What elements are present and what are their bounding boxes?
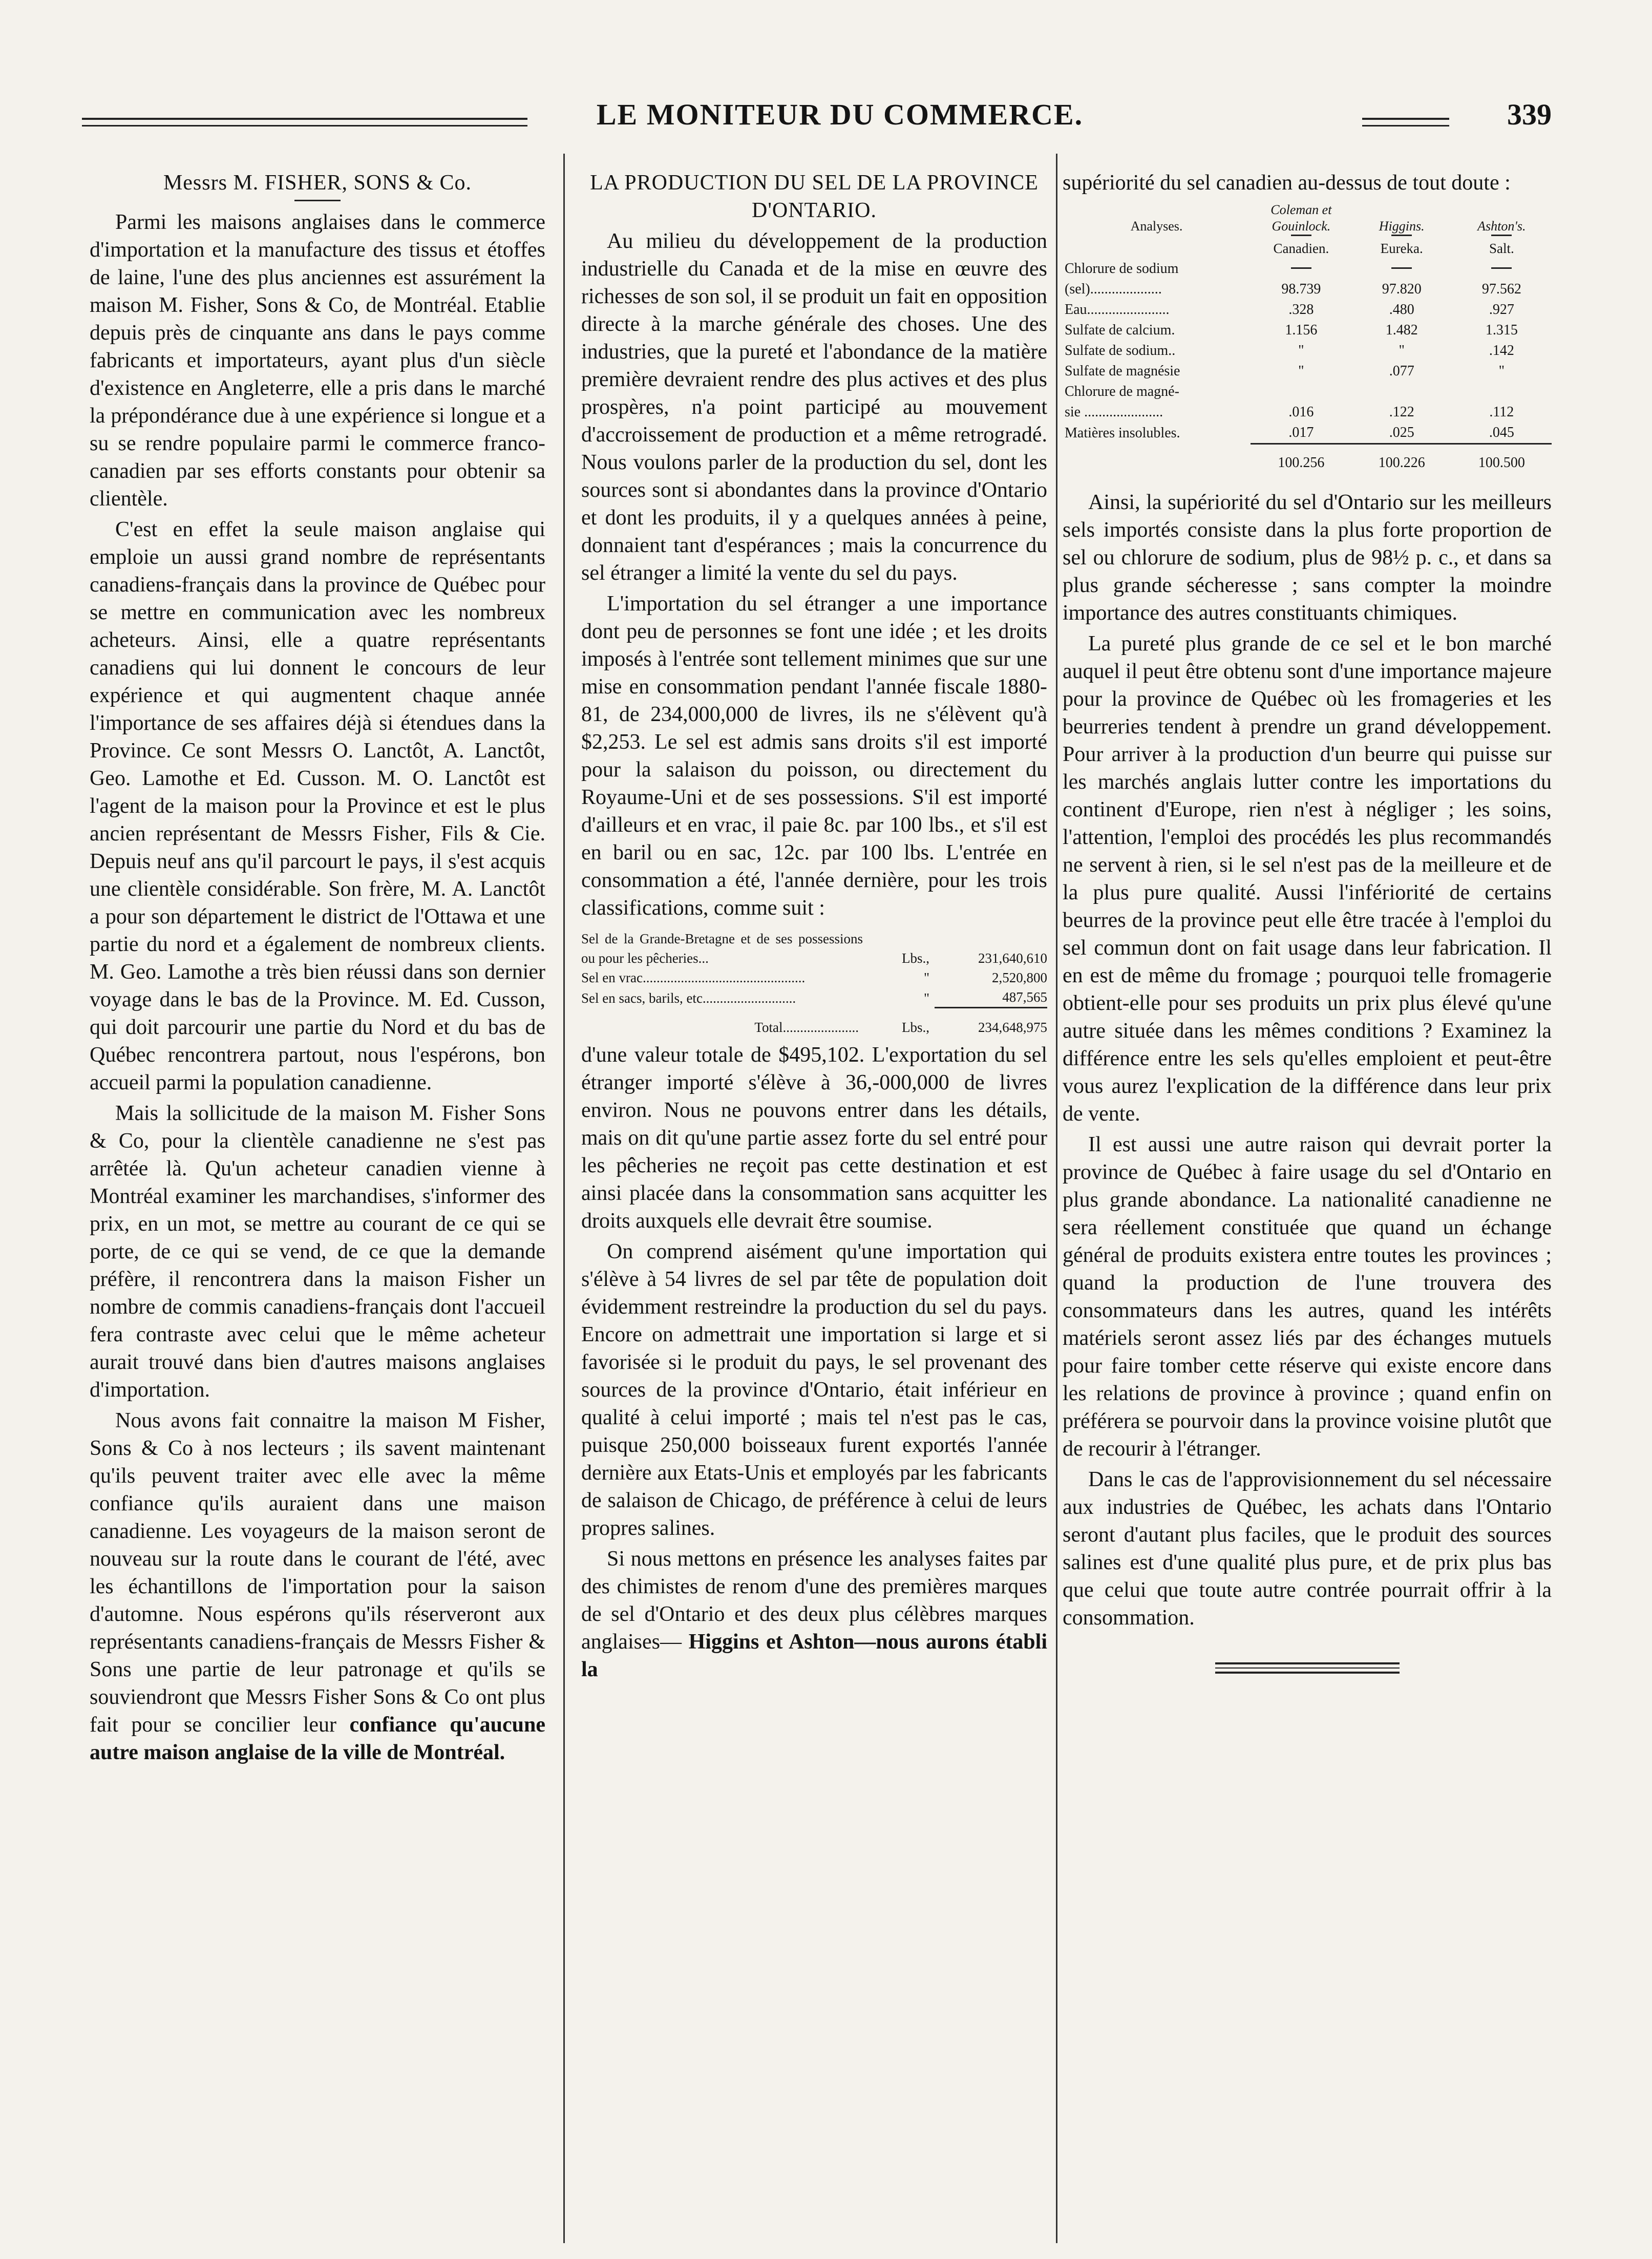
table-subheader-col: Eureka.: [1380, 241, 1423, 256]
table-cell: 1.156: [1285, 322, 1318, 338]
table-row-label: Sulfate de magnésie: [1065, 363, 1180, 379]
end-rule-line: [1215, 1667, 1400, 1669]
paragraph-text: Nous avons fait connaitre la maison M Fisher, Sons & Co à nos lecteurs ; ils savent maintenant qu'ils peuvent traiter avec elle avec la même confiance qu'ils auraient dans une maison canadienne. Les voyageurs de la maison seront de nouveau sur la route dans le courant de l'été, avec les échantillons de l'importation pour la saison d'automne. Nous espérons qu'ils réserveront aux représentants canadiens-français de Messrs Fisher & Sons une partie de leur patronage et qu'ils se souviendront que Messrs Fisher Sons & Co ont plus fait pour se concilier leur: [90, 1409, 545, 1737]
table-cell-unit: Lbs.,: [902, 951, 929, 966]
header-dash: [1291, 267, 1311, 271]
table-cell: 98.739: [1281, 281, 1321, 297]
table-header-col: Ashton's.: [1477, 219, 1526, 234]
table-total-unit: Lbs.,: [902, 1020, 929, 1035]
table-cell-label: Sel en sacs, barils, etc...........................: [581, 990, 796, 1006]
paragraph-text: Si nous mettons en présence les analyses faites par des chimistes de renom d'une des premières marques de sel d'Ontario et des deux plus célèbres marques anglaises—: [581, 1547, 1047, 1654]
table-row: [581, 987, 1047, 1008]
header-dash: [1391, 235, 1412, 238]
article-paragraph: [90, 1407, 545, 1766]
table-cell-amount: 487,565: [1002, 989, 1047, 1005]
title-rule: [294, 200, 341, 201]
table-row: [1063, 423, 1552, 444]
table-cell-label: Sel de la Grande-Bretagne et de ses possessions ou pour les pêcheries...: [581, 931, 863, 966]
table-cell-unit: ": [923, 990, 929, 1006]
table-cell: ": [1298, 343, 1304, 358]
table-cell: ": [1498, 363, 1505, 379]
article-paragraph: supériorité du sel canadien au-dessus de tout doute :: [1063, 171, 1511, 195]
masthead: LE MONITEUR DU COMMERCE.: [596, 98, 1084, 131]
article-paragraph: C'est en effet la seule maison anglaise qui emploie un aussi grand nombre de représentants canadiens-français dans la province de Québec pour se mettre en communication avec les nombreux acheteurs. Ainsi, elle a quatre représentants canadiens qui lui donnent le concours de leur expérience et qui augmentent chaque année l'importance de ses affaires déjà si étendues dans la Province. Ce sont Messrs O. Lanctôt, A. Lanctôt, Geo. Lamothe et Ed. Cusson. M. O. Lanctôt est l'agent de la maison pour la Province et est le plus ancien représentant de Messrs Fisher, Fils & Cie. Depuis neuf ans qu'il parcourt le pays, il s'est acquis une clientèle considérable. Son frère, M. A. Lanctôt a pour son département le district de l'Ottawa et une partie du nord et a également de nombreux clients. M. Geo. Lamothe a très bien réussi dans son dernier voyage dans le bas de la Province. M. Ed. Cusson, qui doit parcourir une partie du Nord et du bas de Québec rencontrera partout, nous l'espérons, bon accueil parmi la population canadienne.: [90, 518, 545, 1094]
table-cell-amount: 2,520,800: [992, 970, 1047, 985]
article-title: Messrs M. FISHER, SONS & Co.: [163, 171, 472, 195]
table-cell: .016: [1288, 404, 1314, 420]
end-rule-line: [1215, 1672, 1400, 1674]
analysis-table: [1063, 202, 1552, 473]
paragraph-bold-text: confiance qu'aucune autre maison anglaise de la ville de Montréal.: [90, 1713, 546, 1764]
table-cell-unit: ": [923, 970, 929, 985]
table-row-label: Chlorure de sodium: [1065, 261, 1179, 277]
table-header-col: Coleman et Gouinlock.: [1270, 202, 1332, 234]
table-subheader-col: Salt.: [1489, 241, 1514, 256]
table-row: [1063, 402, 1552, 423]
table-cell: .328: [1288, 302, 1314, 318]
paragraph-bold-text: Higgins et Ashton—nous aurons établi la: [581, 1630, 1048, 1681]
table-row: [1063, 361, 1552, 382]
table-row: [1063, 382, 1552, 402]
article-paragraph: On comprend aisément qu'une importation qui s'élève à 54 livres de sel par tête de population doit évidemment restreindre la production du sel du pays. Encore on admettrait une importation si large et si favorisée si le produit du pays, le sel provenant des sources de la province d'Ontario, était inférieur en qualité à celui importé ; mais tel n'est pas le cas, puisque 250,000 boisseaux furent exportés l'année dernière aux Etats-Unis et employés par les fabricants de salaison de Chicago, de préférence à celui de leurs propres salines.: [581, 1240, 1047, 1540]
table-row: [1063, 300, 1552, 320]
header-dash: [1491, 235, 1512, 238]
article-salt-production: [581, 169, 1047, 1686]
table-total-cell: 100.226: [1378, 455, 1425, 471]
table-header-col: Higgins.: [1379, 219, 1425, 234]
table-total-cell: 100.500: [1478, 455, 1525, 471]
table-subheader-row: [1063, 238, 1552, 259]
table-row-label: (sel)....................: [1065, 281, 1162, 297]
table-cell: .122: [1389, 404, 1414, 420]
table-cell: 97.820: [1382, 281, 1422, 297]
table-row-label: sie ......................: [1065, 404, 1163, 420]
header-dash: [1291, 235, 1311, 238]
table-cell: 1.315: [1485, 322, 1518, 338]
table-cell: .112: [1489, 404, 1514, 420]
article-paragraph: d'une valeur totale de $495,102. L'exportation du sel étranger importé s'élève à 36,-000,000 de livres environ. Nous ne pouvons entrer dans les détails, mais on dit qu'une partie assez forte du sel entré pour les pêcheries ne reçoit pas cette destination et est ainsi placée dans la consommation sans acquitter les droits auxquels elle devrait être soumise.: [581, 1043, 1047, 1233]
table-row: [581, 968, 1047, 987]
article-paragraph: Mais la sollicitude de la maison M. Fisher Sons & Co, pour la clientèle canadienne ne s'est pas arrêtée là. Qu'un acheteur canadien vienne à Montréal examiner les marchandises, s'informer des prix, en un mot, se mettre au courant de ce qui se porte, de ce qui se vend, de ce que la demande préfère, il rencontrera dans la maison Fisher un nombre de commis canadiens-français dont l'accueil fera contraste avec celui que le même acheteur aurait trouvé dans bien d'autres maisons anglaises d'importation.: [90, 1102, 545, 1402]
table-row: [1063, 341, 1552, 361]
article-paragraph: L'importation du sel étranger a une importance dont peu de personnes se font une idée ; et les droits imposés à l'entrée sont tellement minimes que sur une mise en consommation pendant l'année fiscale 1880-81, de 234,000,000 de livres, ils ne s'élèvent qu'à $2,253. Le sel est admis sans droits s'il est importé pour la salaison du poisson, ou directement du Royaume-Uni et de ses possessions. S'il est importé d'ailleurs et en vrac, il paie 8c. par 100 lbs., et s'il est en baril ou en sac, 12c. par 100 lbs. L'entrée en consommation a été, l'année dernière, pour les trois classifications, comme suit :: [581, 592, 1047, 920]
table-cell: ": [1298, 363, 1304, 379]
table-row: [1063, 320, 1552, 341]
table-row-label: Chlorure de magné-: [1065, 384, 1179, 399]
table-cell: .142: [1489, 343, 1514, 358]
table-cell: .480: [1389, 302, 1414, 318]
table-row: [581, 929, 1047, 968]
end-of-article-rule: [1215, 1662, 1400, 1674]
table-total-cell: 100.256: [1278, 455, 1325, 471]
header-dash: [1491, 267, 1512, 271]
article-paragraph: Ainsi, la supériorité du sel d'Ontario sur les meilleurs sels importés consiste dans la plus forte proportion de sel ou chlorure de sodium, plus de 98½ p. c., et dans sa plus grande sécheresse ; sans compter la moindre importance des autres constituants chimiques.: [1063, 491, 1552, 625]
table-cell: .017: [1288, 425, 1314, 440]
table-total-row: [1063, 445, 1552, 473]
table-cell-amount: 231,640,610: [978, 951, 1047, 966]
table-row-label: Matières insolubles.: [1065, 425, 1180, 441]
import-table: [581, 929, 1047, 1037]
header-dash: [1391, 267, 1412, 271]
table-total-amount: 234,648,975: [978, 1020, 1047, 1035]
table-cell: 97.562: [1481, 281, 1521, 297]
table-cell: .025: [1389, 425, 1414, 440]
article-fisher: [90, 169, 545, 1769]
table-row: [1063, 259, 1552, 279]
table-total-row: [581, 1008, 1047, 1037]
table-row-label: Eau.......................: [1065, 302, 1170, 318]
table-header-row: [1063, 202, 1552, 235]
page-number: 339: [1507, 98, 1552, 131]
column-divider-1: [563, 154, 565, 2243]
header-rule-left: [82, 118, 527, 126]
article-salt-continued: [1063, 169, 1552, 1677]
table-header-dash-row: [1063, 235, 1552, 238]
table-total-label: Total......................: [754, 1020, 859, 1035]
end-rule-line: [1215, 1662, 1400, 1664]
article-paragraph: Il est aussi une autre raison qui devrait porter la province de Québec à faire usage du sel d'Ontario en plus grande abondance. La nationalité canadienne ne sera réellement constituée que quand un échange général de produits existera entre toutes les provinces ; quand la production de l'une trouvera des consommateurs dans les autres, quand les intérêts matériels seront assez liés par des échanges mutuels pour faire tomber cette réserve qui existe encore dans les relations de province à province ; quand enfin on préférera se pourvoir dans la province voisine plutôt que de recourir à l'étranger.: [1063, 1133, 1552, 1461]
table-row-label: Sulfate de sodium..: [1065, 343, 1176, 358]
article-paragraph: Parmi les maisons anglaises dans le commerce d'importation et la manufacture des tissus et étoffes de laine, l'une des plus anciennes est assurément la maison M. Fisher, Sons & Co, de Montréal. Etablie depuis près de cinquante ans dans le pays comme fabricants et importateurs, ayant plus d'un siècle d'existence en Angleterre, elle a pris dans le marché la prépondérance due à une expérience si longue et a su se rendre populaire parmi le commerce franco-canadien par ses efforts constants pour obtenir sa clientèle.: [90, 210, 545, 511]
table-cell: 1.482: [1385, 322, 1418, 338]
table-subheader-col: Canadien.: [1273, 241, 1329, 256]
table-cell-label: Sel en vrac...............................................: [581, 970, 806, 985]
article-paragraph: Dans le cas de l'approvisionnement du sel nécessaire aux industries de Québec, les achats dans l'Ontario seront d'autant plus faciles, que le produit des sources salines est d'une qualité plus pure, et de prix plus bas que celui que toute autre contrée pourrait offrir à la consommation.: [1063, 1468, 1552, 1630]
table-cell: .077: [1389, 363, 1414, 379]
header-rule-right: [1362, 118, 1449, 126]
article-paragraph: [581, 1545, 1047, 1683]
table-cell: ": [1399, 343, 1405, 358]
table-cell: .927: [1489, 302, 1514, 318]
article-title: LA PRODUCTION DU SEL DE LA PROVINCE D'ONTARIO.: [590, 171, 1039, 222]
table-header-label: Analyses.: [1130, 219, 1183, 234]
table-row-label: Sulfate de calcium.: [1065, 322, 1175, 338]
page-header: [82, 97, 1552, 138]
article-paragraph: Au milieu du développement de la production industrielle du Canada et de la mise en œuvre des richesses de son sol, il se produit un fait en opposition directe à la marche générale des choses. Une des industries, que la pureté et l'abondance de la matière première devraient rendre des plus actives et des plus prospères, n'a point participé au mouvement d'accroissement de production et a même retrogradé. Nous voulons parler de la production du sel, dont les sources sont si abondantes dans la province d'Ontario et dont les produits, il y a quelques années à peine, donnaient tant d'espérances ; mais la concurrence du sel étranger a limité la vente du sel du pays.: [581, 229, 1047, 585]
table-row: [1063, 279, 1552, 300]
article-paragraph: La pureté plus grande de ce sel et le bon marché auquel il peut être obtenu sont d'une importance majeure pour la province de Québec où les fromageries et les beurreries tendent à prendre un grand développement. Pour arriver à la production d'un beurre qui puisse sur les marchés anglais lutter contre les importations du continent d'Europe, rien n'est à négliger ; les soins, l'attention, l'emploi des procédés les plus recommandés ne servent à rien, si le sel n'est pas de la meilleure et de la plus pure qualité. Aussi l'infériorité de certains beurres de la province peut elle être tracée à l'emploi du sel commun dont on fait usage dans leur fabrication. Il en est de même du fromage ; pourquoi telle fromagerie obtient-elle pour ses produits un prix plus élevé qu'une autre située dans les mêmes conditions ? Examinez la différence entre les sels qu'elles emploient et peut-être vous aurez l'explication de la différence dans leur prix de vente.: [1063, 632, 1552, 1126]
column-divider-2: [1056, 154, 1057, 2243]
table-cell: .045: [1489, 425, 1514, 440]
